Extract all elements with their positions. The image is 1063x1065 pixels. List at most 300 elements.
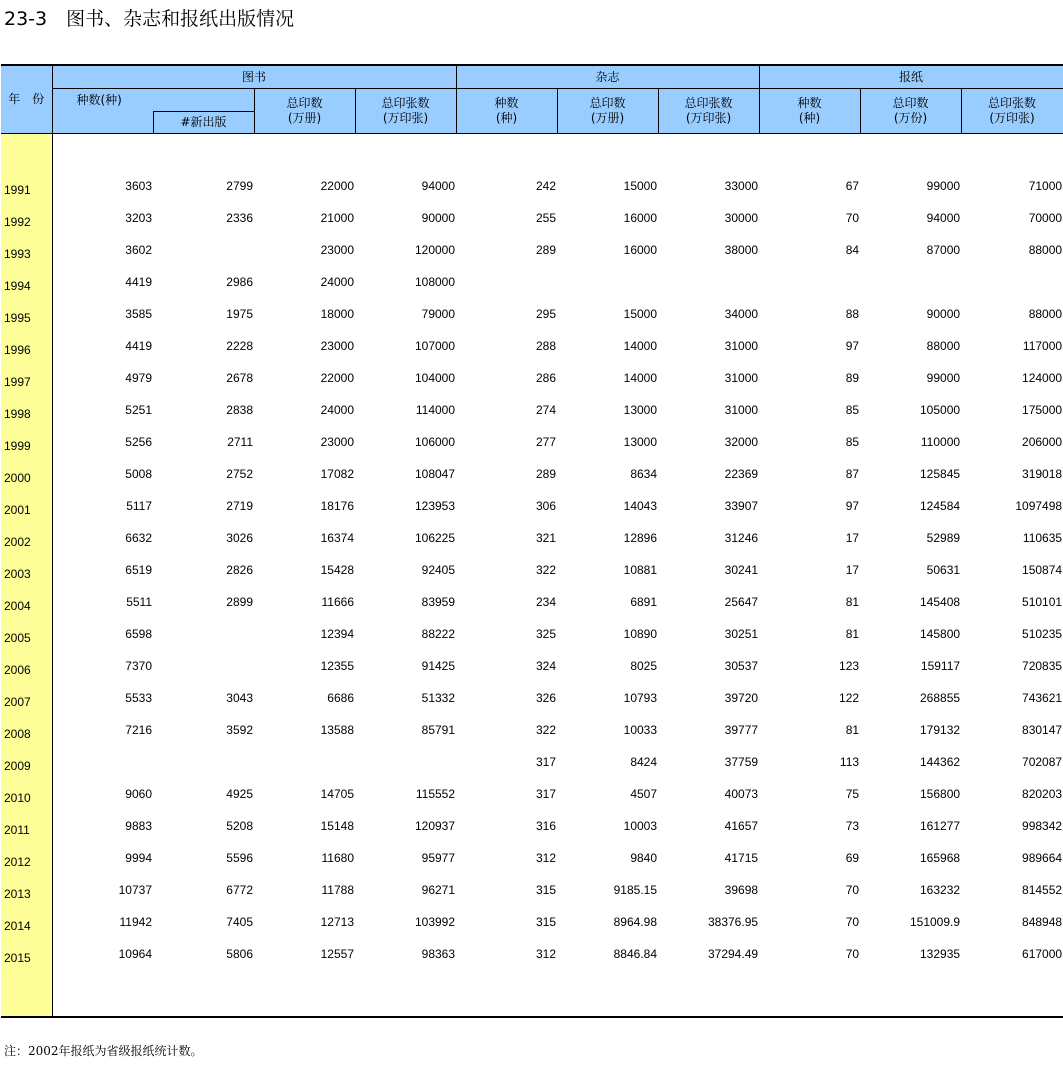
- value-cell: 24000: [320, 402, 354, 417]
- value-cell: 9994: [125, 850, 152, 865]
- value-cell: 69: [845, 850, 860, 865]
- value-cell: 3602: [125, 242, 152, 257]
- value-cell: 289: [535, 466, 557, 481]
- value-cell: 8025: [630, 658, 658, 673]
- value-cell: 39698: [724, 882, 759, 897]
- year-cell: 1997: [1, 362, 52, 394]
- year-cell: 2007: [1, 682, 52, 714]
- value-cell: 30241: [724, 562, 759, 577]
- year-cell: 2003: [1, 554, 52, 586]
- value-cell: 5008: [125, 466, 152, 481]
- value-cell: 2986: [226, 274, 253, 289]
- table-row: [1, 874, 1063, 906]
- value-cell: 510235: [1022, 626, 1063, 641]
- table-row: [1, 298, 1063, 330]
- value-cell: 10793: [623, 690, 658, 705]
- value-cell: 289: [535, 242, 557, 257]
- value-cell: 5251: [125, 402, 152, 417]
- value-cell: 12557: [320, 946, 354, 961]
- value-cell: 94000: [421, 178, 456, 193]
- table-row: [1, 394, 1063, 426]
- value-cell: 288: [535, 338, 557, 353]
- data-table-container: [1, 64, 1063, 1018]
- table-row: [1, 426, 1063, 458]
- value-cell: 88: [845, 306, 860, 321]
- value-cell: 132935: [920, 946, 961, 961]
- year-cell: 2012: [1, 842, 52, 874]
- value-cell: 2826: [226, 562, 253, 577]
- year-cell: 1995: [1, 298, 52, 330]
- value-cell: 81: [845, 626, 860, 641]
- value-cell: 70: [845, 210, 860, 225]
- value-cell: 2711: [227, 434, 253, 449]
- value-cell: 110635: [1022, 530, 1063, 545]
- value-cell: 97: [845, 498, 860, 513]
- value-cell: 9060: [125, 786, 152, 801]
- value-cell: [658, 266, 759, 298]
- value-cell: 317: [535, 754, 557, 769]
- value-cell: 34000: [724, 306, 759, 321]
- value-cell: [153, 618, 254, 650]
- value-cell: 5208: [226, 818, 253, 833]
- value-cell: 22000: [320, 370, 354, 385]
- value-cell: [254, 746, 355, 778]
- value-cell: 274: [535, 402, 557, 417]
- spacer-row: [1, 970, 1063, 1017]
- value-cell: 12394: [320, 626, 354, 641]
- value-cell: 30251: [724, 626, 759, 641]
- value-cell: 6519: [125, 562, 152, 577]
- value-cell: 98363: [421, 946, 456, 961]
- value-cell: 17082: [320, 466, 354, 481]
- value-cell: 87: [845, 466, 860, 481]
- value-cell: 10033: [623, 722, 658, 737]
- magazines-sheets-header: 总印张数 (万印张): [658, 89, 759, 134]
- value-cell: 3585: [125, 306, 152, 321]
- year-cell: 2014: [1, 906, 52, 938]
- value-cell: 24000: [320, 274, 354, 289]
- value-cell: 113: [839, 754, 860, 769]
- value-cell: 99000: [926, 178, 961, 193]
- value-cell: 989664: [1022, 850, 1063, 865]
- value-cell: [153, 234, 254, 266]
- magazines-kinds-header: 种数 (种): [456, 89, 557, 134]
- value-cell: 104000: [414, 370, 456, 385]
- value-cell: 81: [845, 722, 860, 737]
- value-cell: 70: [845, 946, 860, 961]
- table-row: [1, 490, 1063, 522]
- value-cell: 88000: [1028, 242, 1063, 257]
- value-cell: 30000: [724, 210, 759, 225]
- table-row: [1, 522, 1063, 554]
- value-cell: 15000: [623, 306, 658, 321]
- value-cell: 70000: [1028, 210, 1063, 225]
- value-cell: 315: [535, 882, 557, 897]
- value-cell: 73: [845, 818, 860, 833]
- value-cell: 4507: [630, 786, 658, 801]
- value-cell: 4979: [125, 370, 152, 385]
- value-cell: 306: [535, 498, 557, 513]
- value-cell: 14000: [623, 370, 658, 385]
- value-cell: 71000: [1028, 178, 1063, 193]
- books-copies-header: 总印数 (万册): [254, 89, 355, 134]
- table-row: [1, 330, 1063, 362]
- value-cell: 5806: [226, 946, 253, 961]
- value-cell: 322: [535, 562, 557, 577]
- value-cell: 2336: [226, 210, 253, 225]
- value-cell: 23000: [320, 434, 354, 449]
- value-cell: 10890: [623, 626, 658, 641]
- value-cell: 7370: [125, 658, 152, 673]
- value-cell: 1097498: [1015, 498, 1063, 513]
- value-cell: 9840: [630, 850, 658, 865]
- value-cell: 18176: [320, 498, 354, 513]
- value-cell: 268855: [920, 690, 961, 705]
- value-cell: 144362: [920, 754, 961, 769]
- value-cell: 5596: [226, 850, 253, 865]
- value-cell: 720835: [1022, 658, 1063, 673]
- value-cell: 31000: [724, 370, 759, 385]
- value-cell: 23000: [320, 242, 354, 257]
- value-cell: 39720: [724, 690, 759, 705]
- value-cell: 15148: [320, 818, 354, 833]
- table-row: [1, 842, 1063, 874]
- value-cell: 31000: [724, 338, 759, 353]
- table-row: [1, 938, 1063, 970]
- value-cell: [759, 266, 860, 298]
- table-row: [1, 778, 1063, 810]
- table-body: [1, 134, 1063, 1017]
- value-cell: 120937: [414, 818, 456, 833]
- table-row: [1, 906, 1063, 938]
- value-cell: 85: [845, 402, 860, 417]
- value-cell: 277: [535, 434, 557, 449]
- value-cell: 5256: [125, 434, 152, 449]
- value-cell: 145408: [920, 594, 961, 609]
- value-cell: 88000: [1028, 306, 1063, 321]
- books-sheets-header: 总印张数 (万印张): [355, 89, 456, 134]
- value-cell: 6632: [125, 530, 152, 545]
- value-cell: 16000: [623, 242, 658, 257]
- value-cell: 41715: [724, 850, 759, 865]
- value-cell: 92405: [421, 562, 456, 577]
- value-cell: 124584: [920, 498, 961, 513]
- value-cell: 17: [845, 530, 860, 545]
- value-cell: 37759: [724, 754, 759, 769]
- value-cell: 6686: [327, 690, 354, 705]
- value-cell: 9883: [125, 818, 152, 833]
- year-cell: 2006: [1, 650, 52, 682]
- value-cell: 122: [839, 690, 860, 705]
- magazines-copies-header: 总印数 (万册): [557, 89, 658, 134]
- value-cell: 161277: [920, 818, 961, 833]
- value-cell: 2228: [226, 338, 253, 353]
- value-cell: 39777: [724, 722, 759, 737]
- value-cell: 52989: [926, 530, 961, 545]
- value-cell: 107000: [414, 338, 456, 353]
- value-cell: 8964.98: [613, 914, 658, 929]
- value-cell: 70: [845, 882, 860, 897]
- year-cell: 1992: [1, 202, 52, 234]
- value-cell: 5533: [125, 690, 152, 705]
- year-cell: 1996: [1, 330, 52, 362]
- value-cell: 10964: [118, 946, 152, 961]
- year-cell: 2015: [1, 938, 52, 970]
- value-cell: 91425: [421, 658, 456, 673]
- value-cell: 11666: [321, 594, 354, 609]
- value-cell: 150874: [1022, 562, 1063, 577]
- value-cell: 85791: [421, 722, 456, 737]
- books-kinds-spacer: [52, 112, 153, 134]
- year-cell: 2010: [1, 778, 52, 810]
- value-cell: 312: [535, 946, 557, 961]
- value-cell: 175000: [1022, 402, 1063, 417]
- value-cell: 33000: [724, 178, 759, 193]
- value-cell: 51332: [421, 690, 456, 705]
- value-cell: 2899: [226, 594, 253, 609]
- value-cell: 30537: [724, 658, 759, 673]
- value-cell: 7216: [125, 722, 152, 737]
- value-cell: 117000: [1022, 338, 1063, 353]
- value-cell: 38000: [724, 242, 759, 257]
- value-cell: 2799: [226, 178, 253, 193]
- value-cell: 31246: [724, 530, 759, 545]
- value-cell: 79000: [421, 306, 456, 321]
- value-cell: 106000: [414, 434, 456, 449]
- value-cell: 108000: [414, 274, 456, 289]
- table-row: [1, 586, 1063, 618]
- magazines-group-header: 杂志: [456, 65, 759, 89]
- value-cell: 41657: [724, 818, 759, 833]
- value-cell: 25647: [724, 594, 759, 609]
- value-cell: 5511: [126, 594, 152, 609]
- value-cell: 234: [535, 594, 557, 609]
- value-cell: 105000: [920, 402, 961, 417]
- year-cell: 1994: [1, 266, 52, 298]
- value-cell: 87000: [926, 242, 961, 257]
- value-cell: 94000: [926, 210, 961, 225]
- value-cell: 84: [845, 242, 860, 257]
- year-cell: 2013: [1, 874, 52, 906]
- value-cell: 3043: [226, 690, 253, 705]
- value-cell: [153, 650, 254, 682]
- value-cell: [860, 266, 961, 298]
- value-cell: 255: [535, 210, 557, 225]
- value-cell: 15000: [623, 178, 658, 193]
- value-cell: 6598: [125, 626, 152, 641]
- value-cell: 114000: [415, 402, 456, 417]
- value-cell: 21000: [320, 210, 354, 225]
- value-cell: 81: [845, 594, 860, 609]
- value-cell: 90000: [926, 306, 961, 321]
- value-cell: 37294.49: [707, 946, 759, 961]
- value-cell: 702087: [1022, 754, 1063, 769]
- value-cell: [355, 746, 456, 778]
- value-cell: 159117: [920, 658, 961, 673]
- value-cell: 115552: [415, 786, 456, 801]
- value-cell: 617000: [1022, 946, 1063, 961]
- value-cell: 830147: [1022, 722, 1063, 737]
- value-cell: 16000: [623, 210, 658, 225]
- year-header: 年 份: [1, 65, 52, 134]
- value-cell: 123953: [414, 498, 456, 513]
- value-cell: 15428: [320, 562, 354, 577]
- year-cell: 2005: [1, 618, 52, 650]
- value-cell: 99000: [926, 370, 961, 385]
- value-cell: [557, 266, 658, 298]
- year-cell: 1998: [1, 394, 52, 426]
- newspapers-copies-header: 总印数 (万份): [860, 89, 961, 134]
- value-cell: 2838: [226, 402, 253, 417]
- value-cell: 151009.9: [909, 914, 961, 929]
- value-cell: 6772: [226, 882, 253, 897]
- value-cell: 9185.15: [613, 882, 658, 897]
- value-cell: 14000: [623, 338, 658, 353]
- value-cell: 110000: [920, 434, 961, 449]
- value-cell: 13588: [320, 722, 354, 737]
- value-cell: 325: [535, 626, 557, 641]
- newspapers-sheets-header: 总印张数 (万印张): [961, 89, 1063, 134]
- value-cell: 321: [535, 530, 557, 545]
- value-cell: 5117: [126, 498, 152, 513]
- value-cell: 23000: [320, 338, 354, 353]
- value-cell: 156800: [920, 786, 961, 801]
- value-cell: 2678: [226, 370, 253, 385]
- value-cell: 820203: [1022, 786, 1063, 801]
- year-cell: 2001: [1, 490, 52, 522]
- value-cell: 11942: [119, 914, 152, 929]
- value-cell: 286: [535, 370, 557, 385]
- value-cell: 12355: [320, 658, 354, 673]
- value-cell: 12896: [623, 530, 658, 545]
- value-cell: 3203: [125, 210, 152, 225]
- table-row: [1, 618, 1063, 650]
- value-cell: 96271: [421, 882, 456, 897]
- value-cell: 33907: [724, 498, 759, 513]
- table-row: [1, 202, 1063, 234]
- value-cell: 90000: [421, 210, 456, 225]
- year-cell: 2009: [1, 746, 52, 778]
- value-cell: 206000: [1022, 434, 1063, 449]
- value-cell: 13000: [623, 434, 658, 449]
- value-cell: 14043: [623, 498, 658, 513]
- value-cell: 97: [845, 338, 860, 353]
- value-cell: 14705: [320, 786, 354, 801]
- value-cell: 312: [535, 850, 557, 865]
- table-row: [1, 458, 1063, 490]
- value-cell: 743621: [1022, 690, 1063, 705]
- value-cell: 4419: [125, 338, 152, 353]
- table-row: [1, 682, 1063, 714]
- value-cell: 16374: [320, 530, 354, 545]
- year-cell: 2008: [1, 714, 52, 746]
- value-cell: 108047: [414, 466, 456, 481]
- value-cell: 6891: [630, 594, 658, 609]
- table-row: [1, 810, 1063, 842]
- value-cell: 7405: [226, 914, 253, 929]
- value-cell: 40073: [724, 786, 759, 801]
- value-cell: 50631: [926, 562, 961, 577]
- footnote: 注：2002年报纸为省级报纸统计数。: [4, 1044, 203, 1058]
- value-cell: 242: [535, 178, 557, 193]
- value-cell: 124000: [1022, 370, 1063, 385]
- value-cell: 18000: [320, 306, 354, 321]
- value-cell: 123: [839, 658, 860, 673]
- value-cell: 316: [535, 818, 557, 833]
- value-cell: 95977: [421, 850, 456, 865]
- year-cell: 1999: [1, 426, 52, 458]
- value-cell: 67: [845, 178, 860, 193]
- books-group-header: 图书: [52, 65, 456, 89]
- value-cell: 12713: [320, 914, 354, 929]
- value-cell: 103992: [414, 914, 456, 929]
- table-row: [1, 362, 1063, 394]
- value-cell: 106225: [414, 530, 456, 545]
- value-cell: 326: [535, 690, 557, 705]
- year-cell: 2000: [1, 458, 52, 490]
- value-cell: 8846.84: [613, 946, 658, 961]
- table-row: [1, 714, 1063, 746]
- value-cell: 11680: [321, 850, 354, 865]
- table-row: [1, 266, 1063, 298]
- value-cell: 88222: [421, 626, 456, 641]
- table-row: [1, 554, 1063, 586]
- value-cell: 22369: [724, 466, 759, 481]
- value-cell: 13000: [623, 402, 658, 417]
- value-cell: 295: [535, 306, 557, 321]
- table-row: [1, 746, 1063, 778]
- year-cell: 1991: [1, 170, 52, 202]
- year-cell: 2004: [1, 586, 52, 618]
- value-cell: 998342: [1022, 818, 1063, 833]
- value-cell: 10003: [623, 818, 658, 833]
- spacer-row: [1, 134, 1063, 170]
- value-cell: 179132: [920, 722, 961, 737]
- value-cell: [961, 266, 1063, 298]
- books-kinds-header: 种数(种): [52, 89, 254, 112]
- books-new-header: #新出版: [153, 112, 254, 134]
- value-cell: 322: [535, 722, 557, 737]
- value-cell: 11788: [321, 882, 354, 897]
- value-cell: 38376.95: [707, 914, 759, 929]
- value-cell: [153, 746, 254, 778]
- year-cell: 1993: [1, 234, 52, 266]
- value-cell: 163232: [920, 882, 961, 897]
- page-title: 23-3 图书、杂志和报纸出版情况: [4, 8, 295, 30]
- value-cell: 10737: [118, 882, 152, 897]
- newspapers-kinds-header: 种数 (种): [759, 89, 860, 134]
- value-cell: 324: [535, 658, 557, 673]
- value-cell: 2719: [226, 498, 253, 513]
- value-cell: 10881: [623, 562, 658, 577]
- value-cell: 4925: [226, 786, 253, 801]
- value-cell: 85: [845, 434, 860, 449]
- value-cell: 8634: [630, 466, 658, 481]
- value-cell: 22000: [320, 178, 354, 193]
- table-row: [1, 234, 1063, 266]
- value-cell: 165968: [920, 850, 961, 865]
- value-cell: 89: [845, 370, 860, 385]
- value-cell: 315: [535, 914, 557, 929]
- value-cell: 125845: [920, 466, 961, 481]
- value-cell: 3603: [125, 178, 152, 193]
- value-cell: 32000: [724, 434, 759, 449]
- value-cell: [456, 266, 557, 298]
- value-cell: [52, 746, 153, 778]
- value-cell: 510101: [1022, 594, 1063, 609]
- value-cell: 75: [845, 786, 860, 801]
- year-cell: 2002: [1, 522, 52, 554]
